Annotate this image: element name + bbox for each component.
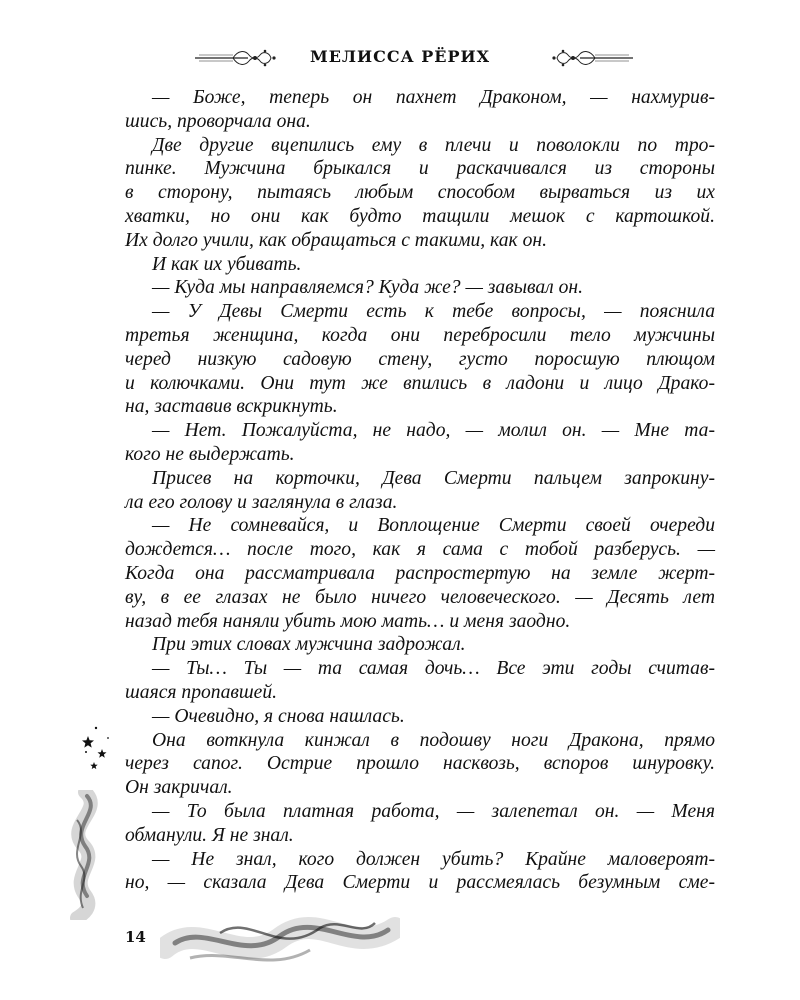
paragraph xyxy=(125,134,715,253)
text-line: Когда она рассматривала распростертую на земле жерт- xyxy=(125,562,715,584)
paragraph xyxy=(125,253,715,277)
paragraph xyxy=(125,467,715,515)
text-line: дождется… после того, как я сама с тобой разберусь. — xyxy=(125,539,715,561)
text-line: — Очевидно, я снова нашлась. xyxy=(152,705,405,727)
text-line: обманули. Я не знал. xyxy=(125,824,294,846)
text-line: — Ты… Ты — та самая дочь… Все эти годы считав- xyxy=(152,658,715,680)
text-line: пинке. Мужчина брыкался и раскачивался из стороны xyxy=(125,158,715,180)
text-line: в сторону, пытаясь любым способом вырваться из их xyxy=(125,182,715,204)
text-line: — Не знал, кого должен убить? Крайне маловероят- xyxy=(152,848,715,870)
paragraph xyxy=(125,705,715,729)
running-header xyxy=(0,45,800,75)
page-number: 14 xyxy=(125,928,146,946)
text-line: шаяся пропавшей. xyxy=(125,681,278,703)
text-line: шись, проворчала она. xyxy=(125,110,311,132)
body-text xyxy=(125,86,715,895)
text-line: — Нет. Пожалуйста, не надо, — молил он. — Мне та- xyxy=(152,420,715,442)
text-line: — У Девы Смерти есть к тебе вопросы, — пояснила xyxy=(152,301,715,323)
text-line: третья женщина, когда они перебросили тело мужчины xyxy=(125,324,715,346)
paragraph xyxy=(125,633,715,657)
paragraph xyxy=(125,276,715,300)
text-line: При этих словах мужчина задрожал. xyxy=(152,634,466,656)
text-line: Их долго учили, как обращаться с такими, как он. xyxy=(125,229,547,251)
smoke-swirl-icon xyxy=(160,888,400,978)
text-line: Две другие вцепились ему в плечи и поволокли по тро- xyxy=(152,134,715,156)
paragraph xyxy=(125,419,715,467)
stars-icon xyxy=(78,722,118,772)
text-line: кого не выдержать. xyxy=(125,443,295,465)
paragraph xyxy=(125,86,715,134)
text-line: и колючками. Они тут же впились в ладони и лицо Драко- xyxy=(125,372,715,394)
text-line: ла его голову и заглянула в глаза. xyxy=(125,491,398,513)
text-line: Он закричал. xyxy=(125,777,233,799)
paragraph xyxy=(125,729,715,800)
text-line: черед низкую садовую стену, густо поросшую плющом xyxy=(125,348,715,370)
text-line: — Куда мы направляемся? Куда же? — завывал он. xyxy=(152,277,584,299)
text-line: хватки, но они как будто тащили мешок с картошкой. xyxy=(125,205,715,227)
text-line: ву, в ее глазах не было ничего человеческого. — Десять лет xyxy=(125,586,715,608)
text-line: Присев на корточки, Дева Смерти пальцем запрокину- xyxy=(152,467,715,489)
text-line: — Не сомневайся, и Воплощение Смерти своей очереди xyxy=(152,515,715,537)
paragraph xyxy=(125,300,715,419)
right-ornament-icon xyxy=(550,45,635,71)
text-line: И как их убивать. xyxy=(152,253,302,275)
text-line: назад тебя наняли убить мою мать… и меня заодно. xyxy=(125,610,571,632)
smoke-decoration-icon xyxy=(55,790,125,920)
text-line: Она воткнула кинжал в подошву ноги Дракона, прямо xyxy=(152,729,715,751)
text-line: — Боже, теперь он пахнет Драконом, — нахмурив- xyxy=(152,87,715,108)
paragraph xyxy=(125,800,715,848)
text-line: — То была платная работа, — залепетал он. — Меня xyxy=(152,800,715,822)
text-line: но, — сказала Дева Смерти и рассмеялась безумным сме- xyxy=(125,872,715,894)
author-name: МЕЛИССА РЁРИХ xyxy=(309,47,491,66)
text-line: через сапог. Острие прошло насквозь, вспоров шнуровку. xyxy=(125,753,715,775)
text-line: на, заставив вскрикнуть. xyxy=(125,396,338,418)
paragraph xyxy=(125,514,715,633)
paragraph xyxy=(125,657,715,705)
